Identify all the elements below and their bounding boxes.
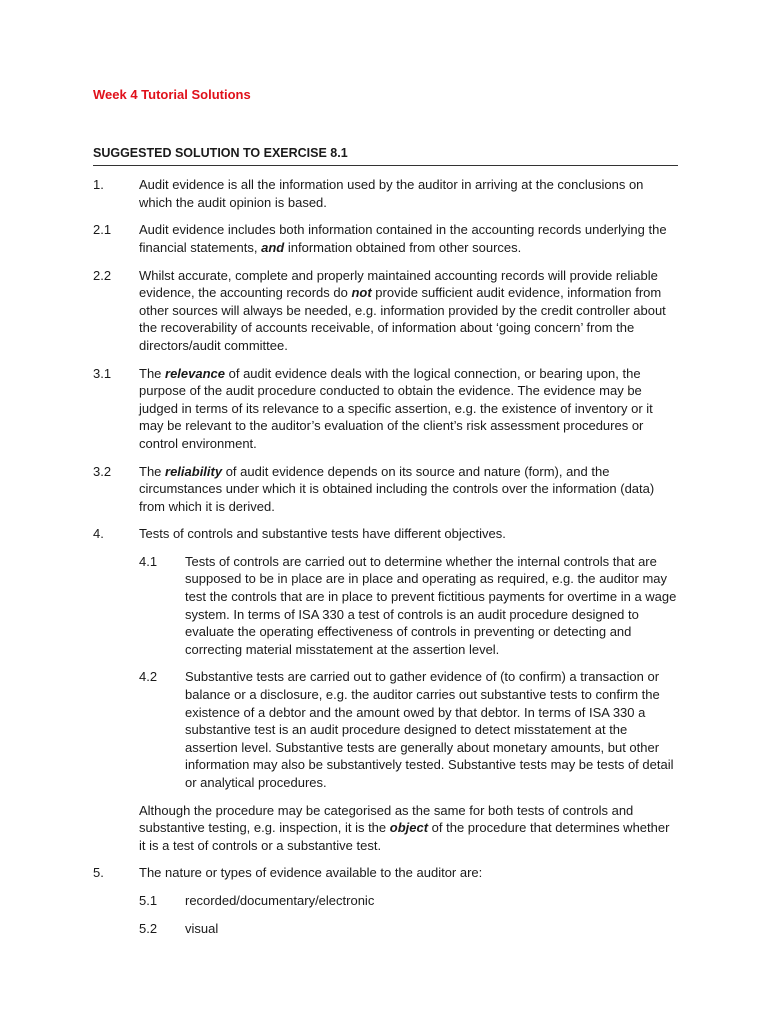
item-number: 4.1	[139, 553, 158, 569]
list-item-4	[93, 525, 678, 543]
emphasis-not: not	[351, 285, 372, 301]
list-item-2-1	[93, 221, 678, 256]
list-item-1	[93, 176, 678, 211]
emphasis-relevance: relevance	[165, 365, 226, 381]
item-number: 2.1	[93, 222, 112, 238]
item-text: The reliability of audit evidence depends on its source and nature (form), and the circumstances under which it is obtained including the controls over the information (data) from which it is derived.	[139, 463, 655, 514]
sub-item-5-1	[139, 892, 678, 910]
emphasis-and: and	[261, 239, 285, 255]
item-text: The nature or types of evidence available to the auditor are:	[139, 865, 483, 881]
section-heading: SUGGESTED SOLUTION TO EXERCISE 8.1	[93, 145, 678, 167]
closing-paragraph: Although the procedure may be categorised as the same for both tests of controls and substantive testing, e.g. inspection, it is the object of the procedure that determines whether it is a test of controls or a substantive test.	[139, 802, 670, 853]
list-item-5	[93, 864, 678, 882]
sub-item-4-1	[139, 553, 678, 659]
item-number: 4.	[93, 526, 104, 542]
item-text: Audit evidence is all the information used by the auditor in arriving at the conclusions on which the audit opinion is based.	[139, 177, 644, 210]
emphasis-object: object	[389, 820, 429, 836]
sub-item-4-2	[139, 668, 678, 791]
item-text: visual	[185, 920, 219, 936]
item-number: 4.2	[139, 669, 158, 685]
item-text: Tests of controls are carried out to determine whether the internal controls that are supposed to be in place are in place and operating as required, e.g. the auditor may test the controls that are in place to prevent fictitious payments for overtime in a wage system. In terms of ISA 330 a test of controls is an audit procedure designed to evaluate the operating effectiveness of controls in preventing or detecting and correcting material misstatement at the assertion level.	[185, 553, 677, 657]
sub-item-5-2	[139, 920, 678, 938]
list-item-3-1	[93, 365, 678, 453]
document-page	[93, 86, 678, 947]
item-number: 5.2	[139, 920, 158, 936]
item-number: 5.1	[139, 892, 158, 908]
item-number: 3.2	[93, 463, 112, 479]
item-text: Tests of controls and substantive tests have different objectives.	[139, 526, 506, 542]
item-number: 5.	[93, 865, 104, 881]
item-number: 1.	[93, 177, 104, 193]
list-item-2-2	[93, 267, 678, 355]
document-title: Week 4 Tutorial Solutions	[93, 87, 251, 102]
item-text: The relevance of audit evidence deals with the logical connection, or bearing upon, the purpose of the audit procedure conducted to obtain the evidence. The evidence may be judged in terms of its relevance to a specific assertion, e.g. the existence of inventory or it may be relevant to the auditor’s evaluation of the client’s risk assessment procedures or control environment.	[139, 365, 653, 451]
item-number: 2.2	[93, 267, 112, 283]
item-text: Audit evidence includes both information contained in the accounting records underlying the financial statements, and information obtained from other sources.	[139, 222, 667, 255]
item-text: recorded/documentary/electronic	[185, 892, 375, 908]
item-number: 3.1	[93, 365, 112, 381]
item-text: Whilst accurate, complete and properly maintained accounting records will provide reliable evidence, the accounting records do not provide sufficient audit evidence, information from other sources will always be needed, e.g. information provided by the credit controller about the recoverability of accounts receivable, of information about ‘going concern’ from the directors/audit committee.	[139, 267, 666, 353]
emphasis-reliability: reliability	[165, 463, 223, 479]
item-text: Substantive tests are carried out to gather evidence of (to confirm) a transaction or balance or a disclosure, e.g. the auditor carries out substantive tests to confirm the existence of a debtor and the amount owed by that debtor. In terms of ISA 330 a substantive test is an audit procedure designed to detect misstatement at the assertion level. Substantive tests are generally about monetary amounts, but other information may also be substantively tested. Substantive tests may be tests of detail or analytical procedures.	[185, 669, 674, 790]
list-item-3-2	[93, 463, 678, 516]
